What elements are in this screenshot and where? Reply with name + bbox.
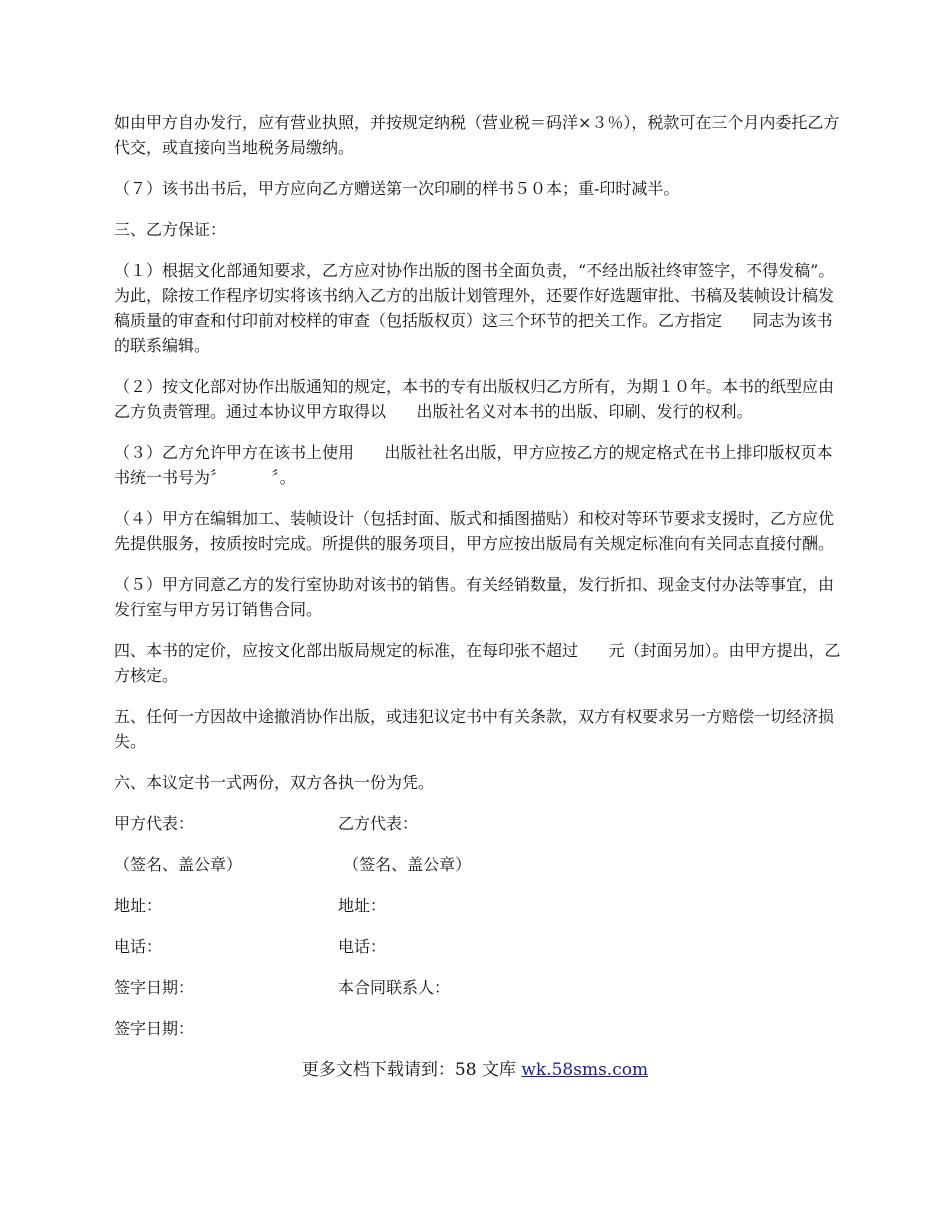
footer-text: 更多文档下载请到：58 文库 bbox=[301, 1060, 522, 1080]
paragraph-cancellation: 五、任何一方因故中途撤消协作出版，或违犯议定书中有关条款，双方有权要求另一方赔偿一切经济损失。 bbox=[114, 707, 835, 751]
paragraph-copies: 六、本议定书一式两份，双方各执一份为凭。 bbox=[114, 773, 435, 792]
document-body bbox=[114, 110, 844, 1057]
paragraph-pricing: 四、本书的定价，应按文化部出版局规定的标准，在每印张不超过 元（封面另加）。由甲方提出，乙方核定。 bbox=[114, 641, 841, 685]
paragraph-clause-3: （３）乙方允许甲方在该书上使用 出版社社名出版，甲方应按乙方的规定格式在书上排印版权页本书统一书号为〞 〞。 bbox=[114, 443, 833, 487]
signature-row-date: 签字日期： bbox=[114, 1019, 195, 1038]
paragraph-clause-2: （２）按文化部对协作出版通知的规定，本书的专有出版权归乙方所有，为期１０年。本书的纸型应由乙方负责管理。通过本协议甲方取得以 出版社名义对本书的出版、印刷、发行的权利。 bbox=[114, 377, 835, 421]
paragraph-sample-books: （７）该书出书后，甲方应向乙方赠送第一次印刷的样书５０本；重-印时减半。 bbox=[114, 179, 680, 198]
paragraph-clause-4: （４）甲方在编辑加工、装帧设计（包括封面、版式和插图描贴）和校对等环节要求支援时，乙方应优先提供服务，按质按时完成。所提供的服务项目，甲方应按出版局有关规定标准向有关同志直接付酬。 bbox=[114, 509, 835, 553]
signature-row-representative: 甲方代表： 乙方代表： bbox=[114, 814, 419, 833]
signature-row-phone: 电话： 电话： bbox=[114, 937, 387, 956]
signature-row-address: 地址： 地址： bbox=[114, 896, 387, 915]
paragraph-tax: 如由甲方自办发行，应有营业执照，并按规定纳税（营业税＝码洋×３％），税款可在三个月内委托乙方代交，或直接向当地税务局缴纳。 bbox=[114, 113, 840, 157]
paragraph-clause-1: （１）根据文化部通知要求，乙方应对协作出版的图书全面负责，“不经出版社终审签字，不得发稿”。为此，除按工作程序切实将该书纳入乙方的出版计划管理外，还要作好选题审批、书稿及装帧设计稿发稿质量的审查和付印前对校样的审查（包括版权页）这三个环节的把关工作。乙方指定 同志为该书的联系编辑。 bbox=[114, 261, 835, 355]
footer bbox=[0, 1057, 950, 1083]
signature-row-date-contact: 签字日期： 本合同联系人： bbox=[114, 978, 451, 997]
footer-link[interactable]: wk.58sms.com bbox=[521, 1060, 649, 1080]
signature-row-seal: （签名、盖公章） （签名、盖公章） bbox=[114, 855, 472, 874]
section-heading-party-b: 三、乙方保证： bbox=[114, 220, 227, 239]
paragraph-clause-5: （５）甲方同意乙方的发行室协助对该书的销售。有关经销数量，发行折扣、现金支付办法等事宜，由发行室与甲方另订销售合同。 bbox=[114, 575, 835, 619]
